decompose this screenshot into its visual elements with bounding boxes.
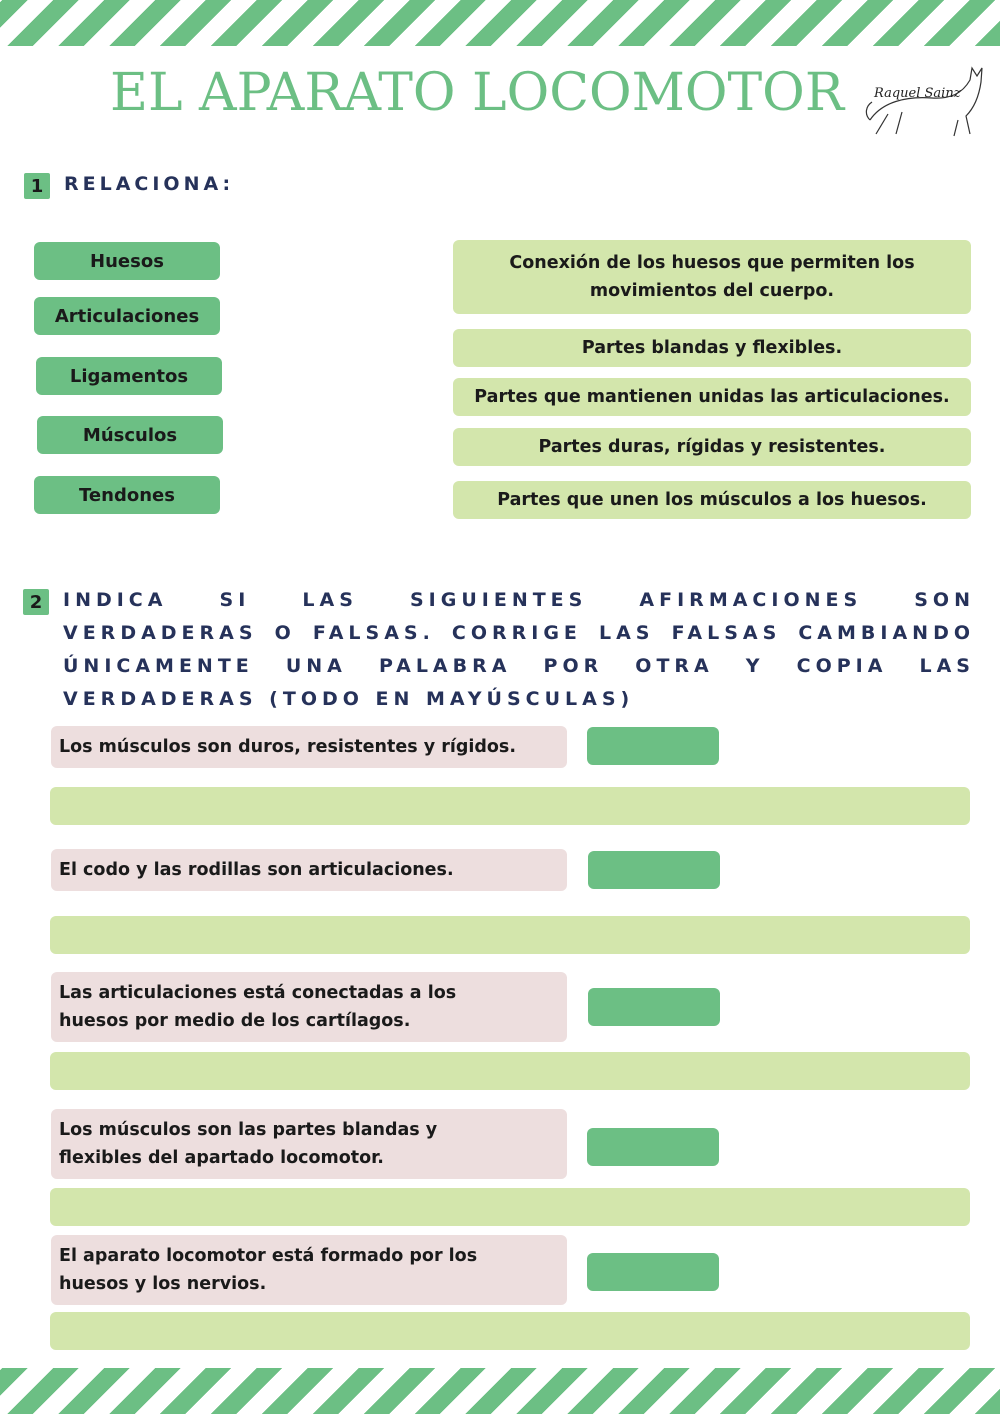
true-false-answer-2[interactable] xyxy=(588,851,720,889)
true-false-answer-4[interactable] xyxy=(587,1128,719,1166)
statement-4: Los músculos son las partes blandas y flexibles del apartado locomotor. xyxy=(51,1109,567,1179)
statement-2: El codo y las rodillas son articulaciones. xyxy=(51,849,567,891)
page-title: EL APARATO LOCOMOTOR xyxy=(110,63,844,123)
section-number-1: 1 xyxy=(24,173,50,199)
correction-input-2[interactable] xyxy=(50,916,970,954)
definition-mantienen-unidas[interactable]: Partes que mantienen unidas las articulaciones. xyxy=(453,378,971,416)
correction-input-4[interactable] xyxy=(50,1188,970,1226)
term-ligamentos[interactable]: Ligamentos xyxy=(36,357,222,395)
definition-unen-musculos[interactable]: Partes que unen los músculos a los huesos. xyxy=(453,481,971,519)
statement-3: Las articulaciones está conectadas a los huesos por medio de los cartílagos. xyxy=(51,972,567,1042)
term-tendones[interactable]: Tendones xyxy=(34,476,220,514)
correction-input-3[interactable] xyxy=(50,1052,970,1090)
true-false-answer-3[interactable] xyxy=(588,988,720,1026)
correction-input-5[interactable] xyxy=(50,1312,970,1350)
term-musculos[interactable]: Músculos xyxy=(37,416,223,454)
term-huesos[interactable]: Huesos xyxy=(34,242,220,280)
true-false-answer-5[interactable] xyxy=(587,1253,719,1291)
statement-1: Los músculos son duros, resistentes y rígidos. xyxy=(51,726,567,768)
bottom-stripe-border xyxy=(0,1368,1000,1414)
statement-5: El aparato locomotor está formado por los huesos y los nervios. xyxy=(51,1235,567,1305)
definition-partes-duras[interactable]: Partes duras, rígidas y resistentes. xyxy=(453,428,971,466)
section-number-2: 2 xyxy=(23,589,49,615)
correction-input-1[interactable] xyxy=(50,787,970,825)
definition-partes-blandas[interactable]: Partes blandas y flexibles. xyxy=(453,329,971,367)
top-stripe-border xyxy=(0,0,1000,46)
author-logo xyxy=(862,50,986,142)
term-articulaciones[interactable]: Articulaciones xyxy=(34,297,220,335)
logo-signature: Raquel Sainz xyxy=(874,86,961,101)
definition-conexion[interactable]: Conexión de los huesos que permiten los movimientos del cuerpo. xyxy=(453,240,971,314)
section-2-heading: INDICA SI LAS SIGUIENTES AFIRMACIONES SON VERDADERAS O FALSAS. CORRIGE LAS FALSAS CAMBIANDO ÚNICAMENTE UNA PALABRA POR OTRA Y COPIA LAS VERDADERAS (TODO EN MAYÚSCULAS) xyxy=(63,589,975,710)
true-false-answer-1[interactable] xyxy=(587,727,719,765)
section-1-heading: RELACIONA: xyxy=(64,173,235,195)
